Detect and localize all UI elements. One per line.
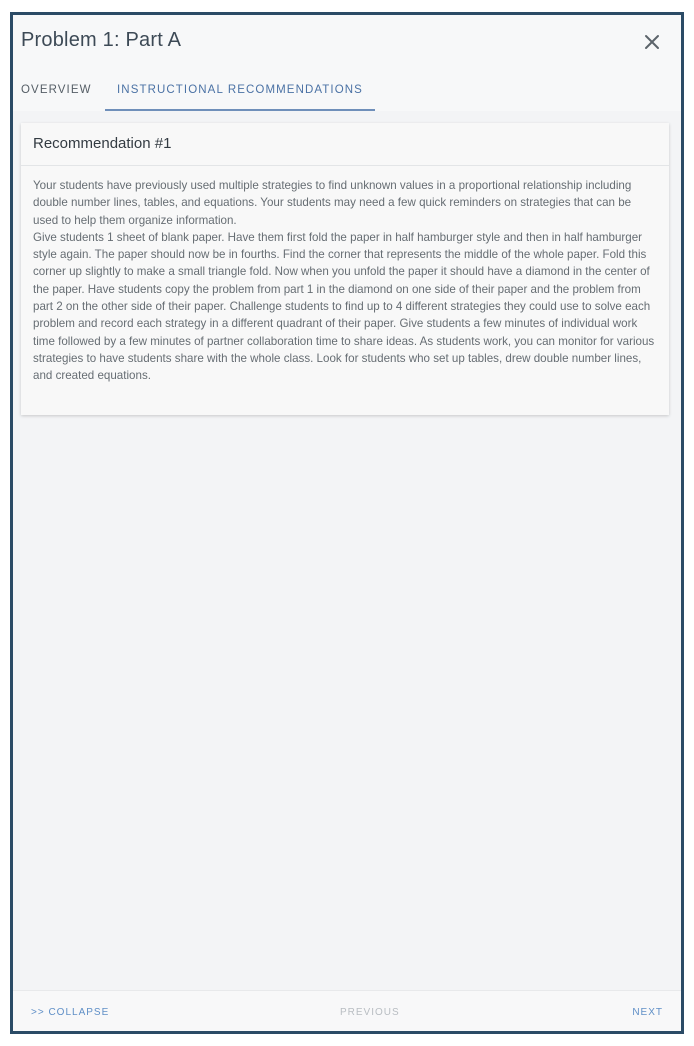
close-icon <box>641 31 663 53</box>
tab-bar <box>13 75 681 111</box>
recommendation-body <box>33 177 659 385</box>
tab-overview[interactable]: OVERVIEW <box>21 84 92 96</box>
previous-button[interactable]: PREVIOUS <box>340 1007 400 1018</box>
close-button[interactable] <box>641 31 663 53</box>
dialog-footer <box>13 990 681 1031</box>
collapse-button[interactable]: >> COLLAPSE <box>31 1007 110 1018</box>
recommendation-paragraph: Give students 1 sheet of blank paper. Have them first fold the paper in half hamburger style and then in half hamburger style again. The paper should now be in fourths. Find the corner that represents the middle of the whole paper. Fold this corner up slightly to make a small triangle fold. Now when you unfold the paper it should have a diamond in the center of the paper. Have students copy the problem from part 1 in the diamond on one side of their paper and the problem from part 2 on the other side of their paper. Challenge students to find up to 4 different strategies they could use to solve each problem and record each strategy in a different quadrant of their paper. Give students a few minutes of individual work time followed by a few minutes of partner collaboration time to share ideas. As students work, you can monitor for various strategies to have students share with the whole class. Look for students who set up tables, drew double number lines, and created equations. <box>33 230 655 383</box>
recommendation-paragraph: Your students have previously used multiple strategies to find unknown values in a proportional relationship including double number lines, tables, and equations. Your students may need a few quick reminders on strategies that can be used to help them organize information. <box>33 179 632 227</box>
dialog <box>10 12 684 1034</box>
card-divider <box>21 165 669 166</box>
tab-instructional-recommendations[interactable]: INSTRUCTIONAL RECOMMENDATIONS <box>105 75 375 111</box>
next-button[interactable]: NEXT <box>632 1007 663 1018</box>
recommendation-card <box>21 123 669 415</box>
dialog-header <box>13 15 681 111</box>
recommendation-title: Recommendation #1 <box>33 135 172 152</box>
dialog-title: Problem 1: Part A <box>21 29 182 51</box>
